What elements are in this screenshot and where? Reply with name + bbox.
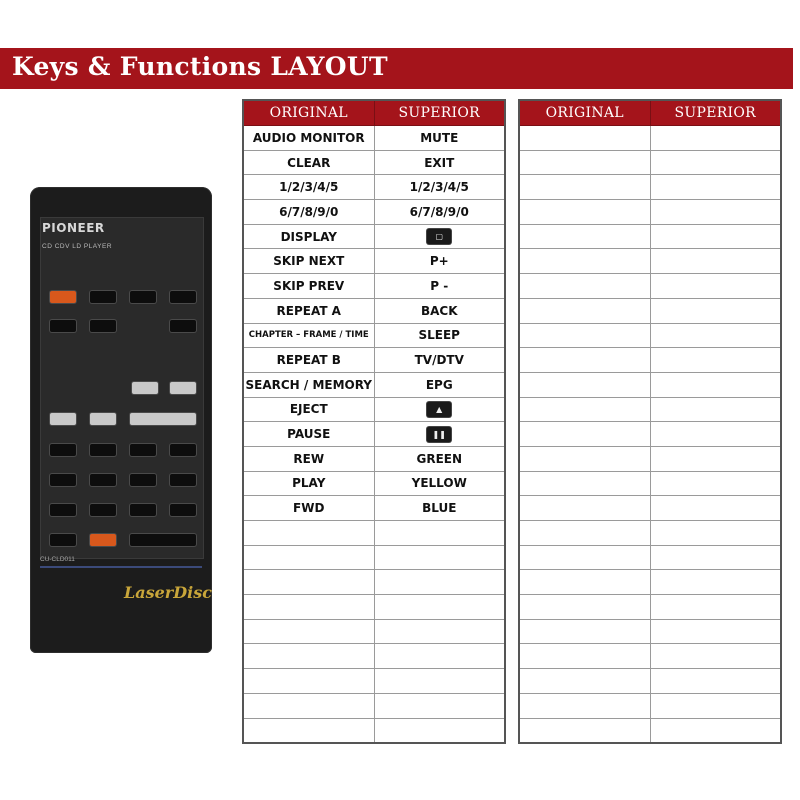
empty-cell <box>374 693 505 718</box>
empty-cell <box>374 570 505 595</box>
table-row <box>243 150 505 175</box>
remote-key <box>130 413 196 425</box>
empty-cell <box>519 545 650 570</box>
empty-cell <box>243 644 374 669</box>
table-row <box>243 274 505 299</box>
table-row <box>519 595 781 620</box>
empty-cell <box>519 274 650 299</box>
remote-key <box>50 291 76 303</box>
empty-cell <box>650 249 781 274</box>
table-row <box>243 175 505 200</box>
empty-cell <box>519 570 650 595</box>
empty-cell <box>650 150 781 175</box>
remote-key <box>170 474 196 486</box>
table-row <box>243 570 505 595</box>
remote-key <box>90 504 116 516</box>
table-row <box>519 274 781 299</box>
empty-cell <box>374 718 505 743</box>
table-row <box>519 644 781 669</box>
table-row <box>243 693 505 718</box>
empty-cell <box>650 595 781 620</box>
table-row <box>519 496 781 521</box>
empty-cell <box>519 693 650 718</box>
laserdisc-logo: LaserDisc <box>124 583 212 602</box>
table-row <box>243 446 505 471</box>
empty-cell <box>519 446 650 471</box>
table-row <box>243 372 505 397</box>
table-row <box>243 718 505 743</box>
table-row <box>519 570 781 595</box>
table-row <box>519 718 781 743</box>
table-row <box>243 323 505 348</box>
table-row <box>243 669 505 694</box>
table-row <box>519 126 781 151</box>
empty-cell <box>519 496 650 521</box>
empty-cell <box>650 274 781 299</box>
empty-cell <box>519 644 650 669</box>
empty-cell <box>519 669 650 694</box>
empty-cell <box>650 570 781 595</box>
table-row <box>519 669 781 694</box>
empty-cell <box>650 323 781 348</box>
empty-cell <box>374 619 505 644</box>
remote-model: CU-CLD011 <box>40 556 75 563</box>
eject-button-icon <box>427 402 451 417</box>
table-row <box>519 348 781 373</box>
empty-cell <box>650 422 781 447</box>
remote-key <box>170 444 196 456</box>
remote-key <box>170 320 196 332</box>
empty-cell <box>519 200 650 225</box>
table-row <box>519 200 781 225</box>
table-row <box>519 397 781 422</box>
table-row <box>519 249 781 274</box>
empty-cell <box>650 619 781 644</box>
remote-key <box>170 504 196 516</box>
table-row <box>243 397 505 422</box>
superior-key-cell <box>374 422 505 447</box>
pause-glyph: ❚❚ <box>432 429 446 439</box>
empty-cell <box>243 521 374 546</box>
empty-cell <box>374 545 505 570</box>
column-header-superior: SUPERIOR <box>374 100 505 126</box>
remote-key <box>90 320 116 332</box>
superior-key-cell: 6/7/8/9/0 <box>374 200 505 225</box>
page-title: Keys & Functions LAYOUT <box>12 52 388 81</box>
superior-key-cell: P+ <box>374 249 505 274</box>
empty-cell <box>519 150 650 175</box>
empty-cell <box>519 348 650 373</box>
empty-cell <box>519 718 650 743</box>
keys-table-right <box>518 99 782 744</box>
empty-cell <box>519 298 650 323</box>
table-row <box>519 446 781 471</box>
superior-key-cell: 1/2/3/4/5 <box>374 175 505 200</box>
original-key-cell: 1/2/3/4/5 <box>243 175 374 200</box>
table-row <box>519 372 781 397</box>
remote-key <box>90 444 116 456</box>
table-row <box>243 496 505 521</box>
empty-cell <box>374 521 505 546</box>
empty-cell <box>519 422 650 447</box>
table-row <box>519 298 781 323</box>
table-row <box>243 521 505 546</box>
empty-cell <box>650 446 781 471</box>
remote-stripe <box>40 566 202 568</box>
keys-table-left-body <box>243 126 505 744</box>
remote-key <box>170 382 196 394</box>
original-key-cell: EJECT <box>243 397 374 422</box>
remote-key <box>90 474 116 486</box>
empty-cell <box>519 372 650 397</box>
table-row <box>243 422 505 447</box>
table-row <box>243 471 505 496</box>
superior-key-cell: BLUE <box>374 496 505 521</box>
remote-key <box>130 534 196 546</box>
original-key-cell: REW <box>243 446 374 471</box>
original-key-cell: SEARCH / MEMORY <box>243 372 374 397</box>
original-key-cell: CHAPTER – FRAME / TIME <box>243 323 374 348</box>
remote-key <box>50 444 76 456</box>
superior-key-cell: GREEN <box>374 446 505 471</box>
original-key-cell: SKIP NEXT <box>243 249 374 274</box>
superior-key-cell: BACK <box>374 298 505 323</box>
table-row <box>243 126 505 151</box>
table-row <box>243 595 505 620</box>
empty-cell <box>519 249 650 274</box>
superior-key-cell: MUTE <box>374 126 505 151</box>
table-row <box>519 224 781 249</box>
table-row <box>519 422 781 447</box>
empty-cell <box>650 126 781 151</box>
empty-cell <box>374 644 505 669</box>
table-row <box>243 619 505 644</box>
remote-key <box>170 291 196 303</box>
empty-cell <box>650 298 781 323</box>
empty-cell <box>650 718 781 743</box>
table-row <box>519 545 781 570</box>
title-banner <box>0 48 793 89</box>
table-row <box>519 619 781 644</box>
superior-key-cell <box>374 397 505 422</box>
original-key-cell: PLAY <box>243 471 374 496</box>
column-header-superior: SUPERIOR <box>650 100 781 126</box>
superior-key-cell <box>374 224 505 249</box>
empty-cell <box>519 323 650 348</box>
remote-key <box>130 504 156 516</box>
column-header-original: ORIGINAL <box>519 100 650 126</box>
empty-cell <box>650 521 781 546</box>
empty-cell <box>650 224 781 249</box>
empty-cell <box>650 644 781 669</box>
empty-cell <box>650 348 781 373</box>
original-key-cell: 6/7/8/9/0 <box>243 200 374 225</box>
remote-key <box>130 291 156 303</box>
remote-key <box>130 474 156 486</box>
empty-cell <box>650 175 781 200</box>
original-key-cell: DISPLAY <box>243 224 374 249</box>
keys-table-left <box>242 99 506 744</box>
empty-cell <box>519 126 650 151</box>
empty-cell <box>519 471 650 496</box>
display-button-icon <box>427 229 451 244</box>
table-row <box>243 644 505 669</box>
empty-cell <box>243 545 374 570</box>
empty-cell <box>243 669 374 694</box>
empty-cell <box>650 372 781 397</box>
keys-table-right-body <box>519 126 781 744</box>
table-row <box>519 323 781 348</box>
superior-key-cell: TV/DTV <box>374 348 505 373</box>
remote-key <box>50 474 76 486</box>
empty-cell <box>243 595 374 620</box>
remote-key <box>90 534 116 546</box>
original-key-cell: REPEAT B <box>243 348 374 373</box>
pause-button-icon <box>427 427 451 442</box>
table-row <box>243 249 505 274</box>
empty-cell <box>650 200 781 225</box>
empty-cell <box>519 595 650 620</box>
empty-cell <box>650 669 781 694</box>
remote-key <box>50 413 76 425</box>
table-row <box>519 150 781 175</box>
empty-cell <box>243 619 374 644</box>
empty-cell <box>650 397 781 422</box>
table-row <box>519 693 781 718</box>
remote-key <box>90 291 116 303</box>
superior-key-cell: EXIT <box>374 150 505 175</box>
remote-key <box>130 444 156 456</box>
original-key-cell: AUDIO MONITOR <box>243 126 374 151</box>
remote-key <box>50 504 76 516</box>
empty-cell <box>519 175 650 200</box>
superior-key-cell: SLEEP <box>374 323 505 348</box>
remote-subtitle: CD CDV LD PLAYER <box>42 243 113 250</box>
original-key-cell: PAUSE <box>243 422 374 447</box>
empty-cell <box>243 693 374 718</box>
remote-brand: PIONEER <box>42 221 105 235</box>
empty-cell <box>650 545 781 570</box>
empty-cell <box>374 595 505 620</box>
original-key-cell: CLEAR <box>243 150 374 175</box>
remote-key <box>90 413 116 425</box>
empty-cell <box>374 669 505 694</box>
empty-cell <box>519 397 650 422</box>
empty-cell <box>650 693 781 718</box>
original-key-cell: REPEAT A <box>243 298 374 323</box>
empty-cell <box>243 570 374 595</box>
empty-cell <box>243 718 374 743</box>
table-row <box>243 298 505 323</box>
original-key-cell: SKIP PREV <box>243 274 374 299</box>
column-header-original: ORIGINAL <box>243 100 374 126</box>
empty-cell <box>519 619 650 644</box>
eject-glyph: ▲ <box>436 404 443 414</box>
empty-cell <box>519 521 650 546</box>
original-key-cell: FWD <box>243 496 374 521</box>
empty-cell <box>650 471 781 496</box>
remote-key <box>50 534 76 546</box>
superior-key-cell: P - <box>374 274 505 299</box>
table-row <box>519 175 781 200</box>
table-row <box>519 521 781 546</box>
display-glyph: ▢ <box>435 232 444 242</box>
empty-cell <box>650 496 781 521</box>
table-row <box>243 348 505 373</box>
table-row <box>243 545 505 570</box>
remote-key <box>132 382 158 394</box>
table-row <box>243 200 505 225</box>
table-row <box>519 471 781 496</box>
remote-control-image <box>30 187 212 653</box>
table-row <box>243 224 505 249</box>
remote-key <box>50 320 76 332</box>
empty-cell <box>519 224 650 249</box>
superior-key-cell: EPG <box>374 372 505 397</box>
superior-key-cell: YELLOW <box>374 471 505 496</box>
